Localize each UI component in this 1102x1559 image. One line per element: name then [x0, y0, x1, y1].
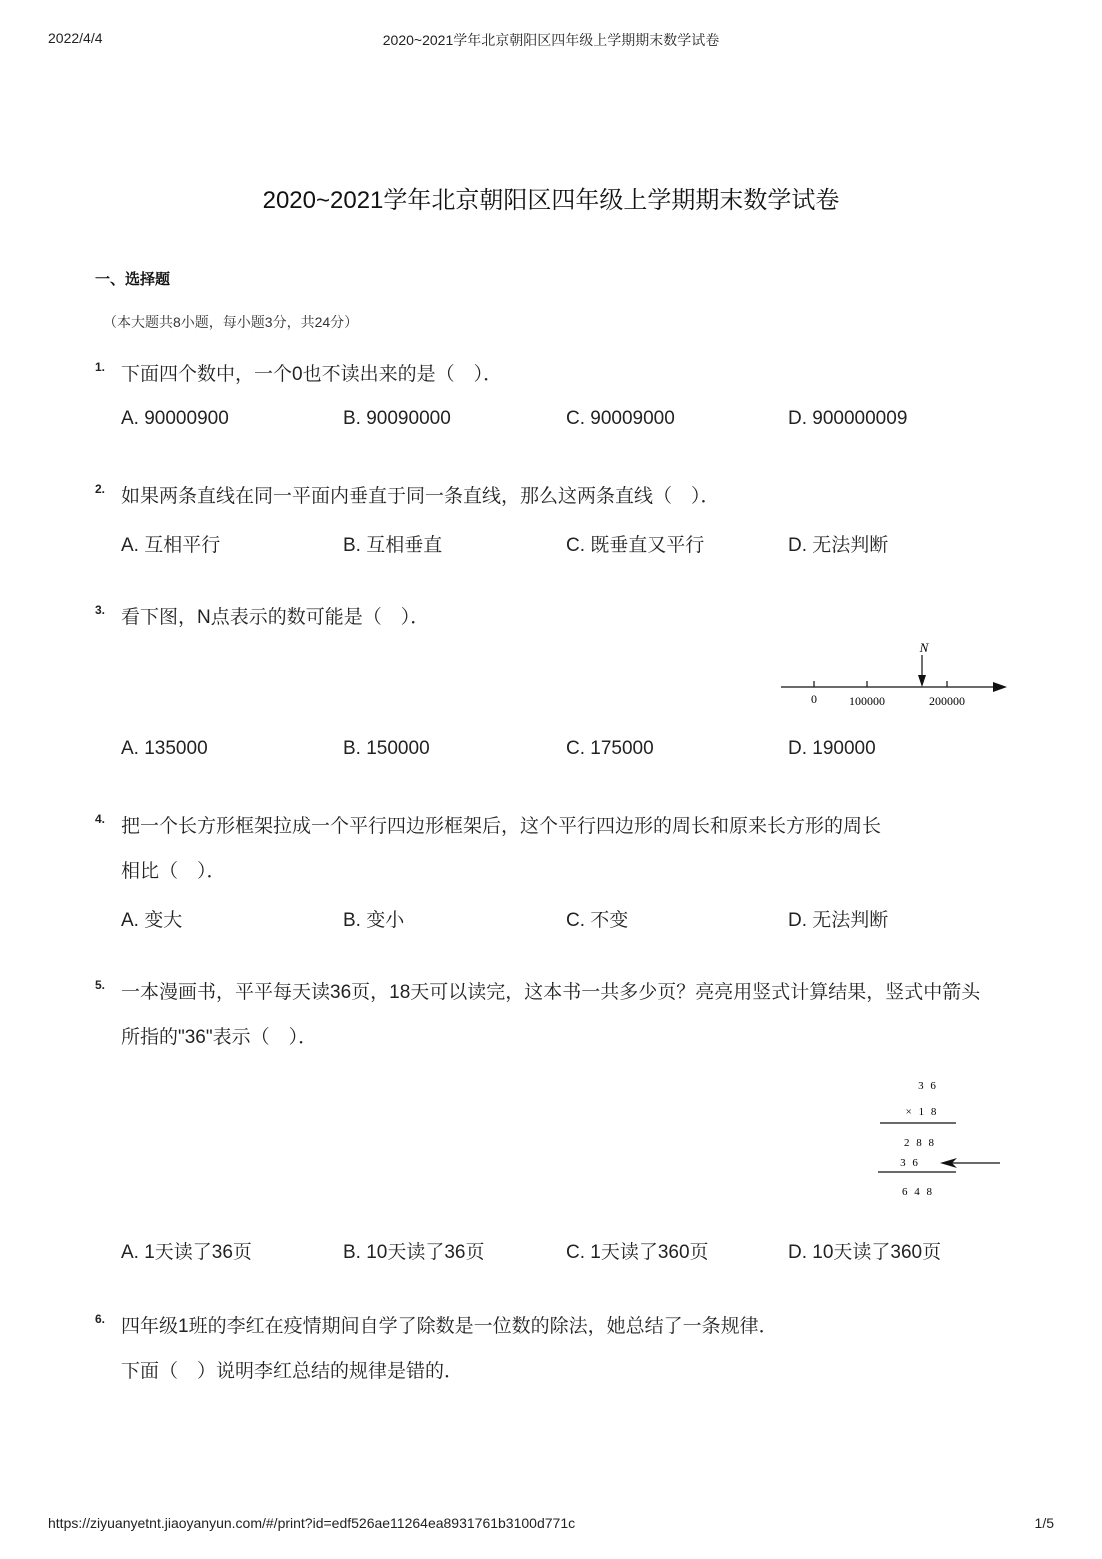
tick-label-0: 0 [811, 692, 817, 706]
option-a[interactable]: A. 1天读了36页 [121, 1242, 252, 1263]
question-text-line-1: 一本漫画书，平平每天读36页，18天可以读完，这本书一共多少页？亮亮用竖式计算结果，竖式中箭头 [121, 982, 981, 1003]
option-c[interactable]: C. 90009000 [566, 408, 675, 429]
header-date: 2022/4/4 [48, 30, 103, 46]
question-number: 2. [95, 482, 106, 496]
question-text-line-2: 下面（ ）说明李红总结的规律是错的． [121, 1361, 464, 1382]
number-line-figure [775, 635, 1015, 715]
option-b[interactable]: B. 90090000 [343, 408, 451, 429]
question-number: 1. [95, 360, 106, 374]
option-c[interactable]: C. 不变 [566, 910, 629, 931]
question-text: 看下图，N点表示的数可能是（ ）． [121, 607, 430, 628]
option-d[interactable]: D. 190000 [788, 738, 876, 759]
point-arrow-icon [918, 675, 926, 687]
point-label: N [919, 640, 929, 655]
axis-arrow-icon [993, 682, 1007, 692]
tick-label-100000: 100000 [849, 694, 885, 708]
question-text: 下面四个数中，一个0也不读出来的是（ ）． [121, 364, 503, 385]
option-d[interactable]: D. 10天读了360页 [788, 1242, 942, 1263]
question-text-line-2: 相比（ ）． [121, 861, 226, 882]
section-title: 一、选择题 [95, 271, 171, 288]
tick-label-200000: 200000 [929, 694, 965, 708]
footer-page-number: 1/5 [1034, 1515, 1054, 1531]
partial-product-1: 2 8 8 [904, 1137, 936, 1149]
vertical-multiplication-figure [860, 1070, 1010, 1205]
option-c[interactable]: C. 175000 [566, 738, 654, 759]
header-title: 2020~2021学年北京朝阳区四年级上学期期末数学试卷 [382, 32, 720, 48]
multiplicand: 3 6 [918, 1080, 938, 1092]
question-text-line-1: 把一个长方形框架拉成一个平行四边形框架后，这个平行四边形的周长和原来长方形的周长 [121, 816, 882, 837]
multiplier: × 1 8 [905, 1106, 939, 1118]
option-a[interactable]: A. 90000900 [121, 408, 229, 429]
option-a[interactable]: A. 135000 [121, 738, 208, 759]
option-d[interactable]: D. 无法判断 [788, 910, 889, 931]
question-text-line-1: 四年级1班的李红在疫情期间自学了除数是一位数的除法，她总结了一条规律． [121, 1316, 778, 1337]
option-b[interactable]: B. 互相垂直 [343, 535, 443, 556]
option-d[interactable]: D. 900000009 [788, 408, 908, 429]
option-a[interactable]: A. 变大 [121, 910, 183, 931]
question-number: 3. [95, 603, 106, 617]
option-b[interactable]: B. 150000 [343, 738, 430, 759]
question-number: 5. [95, 978, 106, 992]
partial-product-2: 3 6 [900, 1157, 920, 1169]
option-d[interactable]: D. 无法判断 [788, 535, 889, 556]
question-number: 4. [95, 812, 106, 826]
option-c[interactable]: C. 既垂直又平行 [566, 535, 705, 556]
footer-url[interactable]: https://ziyuanyetnt.jiaoyanyun.com/#/print?id=edf526ae11264ea8931761b3100d771c [48, 1515, 576, 1531]
section-note: （本大题共8小题，每小题3分，共24分） [103, 314, 359, 330]
product: 6 4 8 [902, 1186, 934, 1198]
option-c[interactable]: C. 1天读了360页 [566, 1242, 709, 1263]
question-text-line-2: 所指的"36"表示（ ）． [121, 1027, 318, 1048]
option-b[interactable]: B. 变小 [343, 910, 405, 931]
question-number: 6. [95, 1312, 106, 1326]
document-title: 2020~2021学年北京朝阳区四年级上学期期末数学试卷 [262, 187, 840, 214]
option-b[interactable]: B. 10天读了36页 [343, 1242, 485, 1263]
question-text: 如果两条直线在同一平面内垂直于同一条直线，那么这两条直线（ ）． [121, 486, 720, 507]
option-a[interactable]: A. 互相平行 [121, 535, 221, 556]
